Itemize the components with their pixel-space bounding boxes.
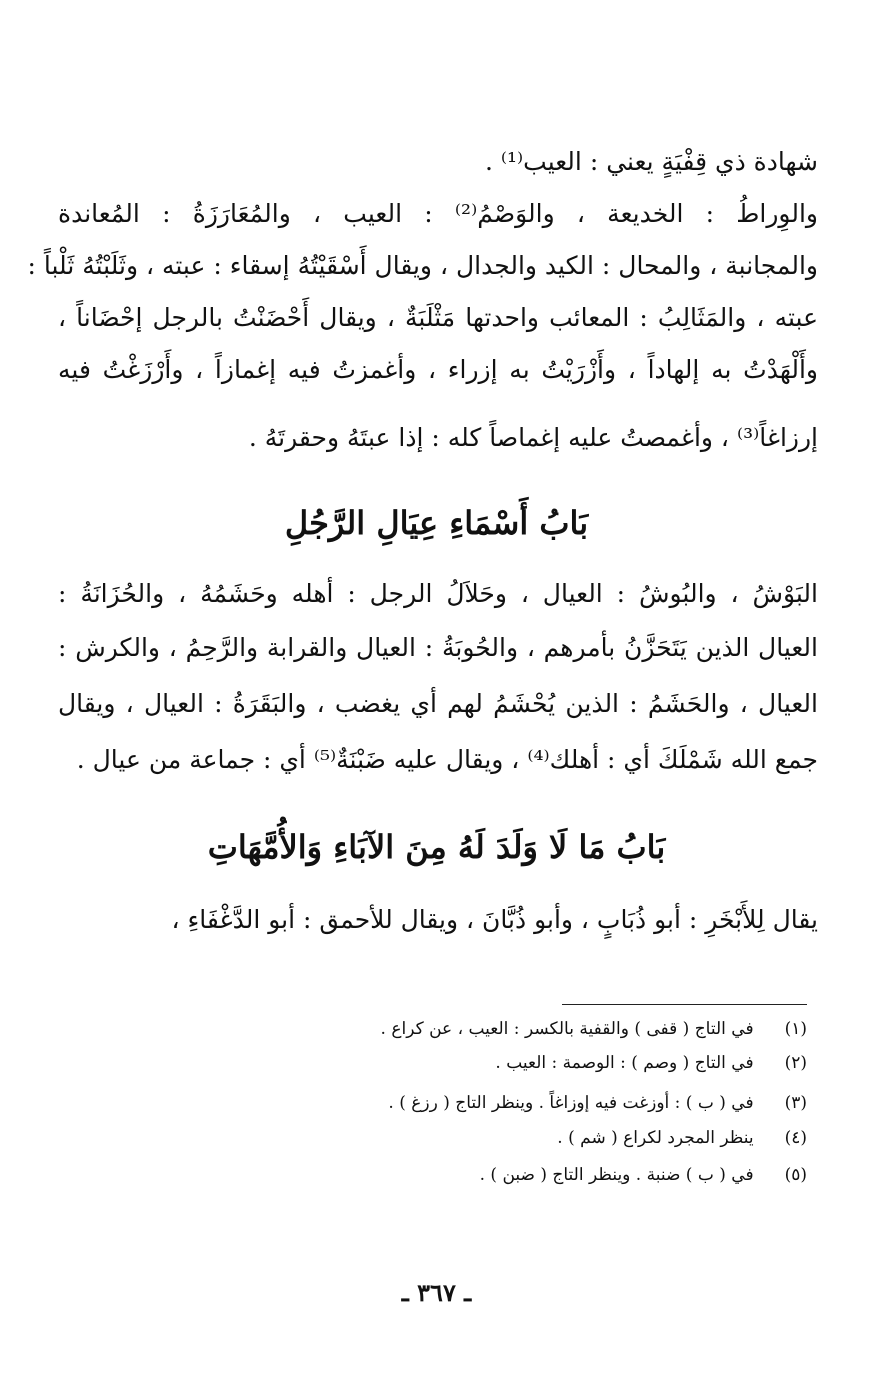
section-heading: بَابُ مَا لَا وَلَدَ لَهُ مِنَ الآبَاءِ وَالأُمَّهَاتِ [207, 828, 666, 866]
footnote-text: في ( ب ) ضنبة . وينظر التاج ( ضبن ) . [479, 1165, 754, 1185]
text-line: عبته ، والمَثَالِبُ : المعائب واحدتها مَثْلَبَةٌ ، ويقال أَحْضَنْتُ بالرجل إحْضَاناً ، [58, 303, 818, 332]
text-line: إرزاغاً⁽³⁾ ، وأغمصتُ عليه إغماصاً كله : إذا عبتَهُ وحقرتَهُ . [248, 423, 818, 452]
text-line: والمجانبة ، والمحال : الكيد والجدال ، ويقال أَسْقَيْتُهُ إسقاء : عبته ، وثَلَبْتُهُ ثَلْباً : [27, 251, 818, 280]
footnote-number: (٤) [784, 1128, 807, 1148]
footnote-divider [562, 1004, 807, 1005]
footnote-text: في ( ب ) : أوزغت فيه إوزاغاً . وينظر التاج ( رزغ ) . [388, 1093, 754, 1113]
text-line: وأَلْهَدْتُ به إلهاداً ، وأَزْرَيْتُ به إزراء ، وأغمزتُ فيه إغمازاً ، وأَرْزَغْتُ فيه [58, 355, 818, 384]
section-heading: بَابُ أَسْمَاءِ عِيَالِ الرَّجُلِ [284, 504, 589, 542]
footnote [107, 1162, 807, 1188]
footnote-number: (١) [784, 1019, 807, 1039]
text-line: يقال لِلأَبْخَرِ : أبو ذُبَابٍ ، وأبو ذُبَّانَ ، ويقال للأحمق : أبو الدَّغْفَاءِ ، [171, 905, 818, 934]
text-line: العيال الذين يَتَحَزَّنُ بأمرهم ، والحُوبَةُ : العيال والقرابة والرَّحِمُ ، والكرش : [58, 633, 818, 662]
footnote-text: في التاج ( قفى ) والقفية بالكسر : العيب ، عن كراع . [380, 1019, 754, 1039]
footnote-number: (٥) [784, 1165, 807, 1185]
text-line: والوِراطُ : الخديعة ، والوَصْمُ⁽²⁾ : العيب ، والمُعَارَزَةُ : المُعاندة [58, 199, 818, 228]
text-line: البَوْشُ ، والبُوشُ : العيال ، وحَلاَلُ الرجل : أهله وحَشَمُهُ ، والحُزَانَةُ : [58, 579, 818, 608]
text-line: جمع الله شَمْلَكَ أي : أهلك⁽⁴⁾ ، ويقال عليه ضَبْنَةٌ⁽⁵⁾ أي : جماعة من عيال . [76, 745, 818, 774]
footnote-number: (٣) [784, 1093, 807, 1113]
footnote [107, 1016, 807, 1042]
footnote [107, 1090, 807, 1116]
footnote-text: في التاج ( وصم ) : الوصمة : العيب . [495, 1053, 754, 1073]
footnote [107, 1050, 807, 1076]
text-line: العيال ، والحَشَمُ : الذين يُحْشَمُ لهم أي يغضب ، والبَقَرَةُ : العيال ، ويقال [58, 689, 818, 718]
page-number: ـ ٣٦٧ ـ [401, 1278, 472, 1307]
footnote [107, 1125, 807, 1151]
footnote-text: ينظر المجرد لكراع ( شم ) . [557, 1128, 754, 1148]
text-line: شهادة ذي قِفْيَةٍ يعني : العيب⁽¹⁾ . [484, 147, 818, 176]
footnote-number: (٢) [784, 1053, 807, 1073]
